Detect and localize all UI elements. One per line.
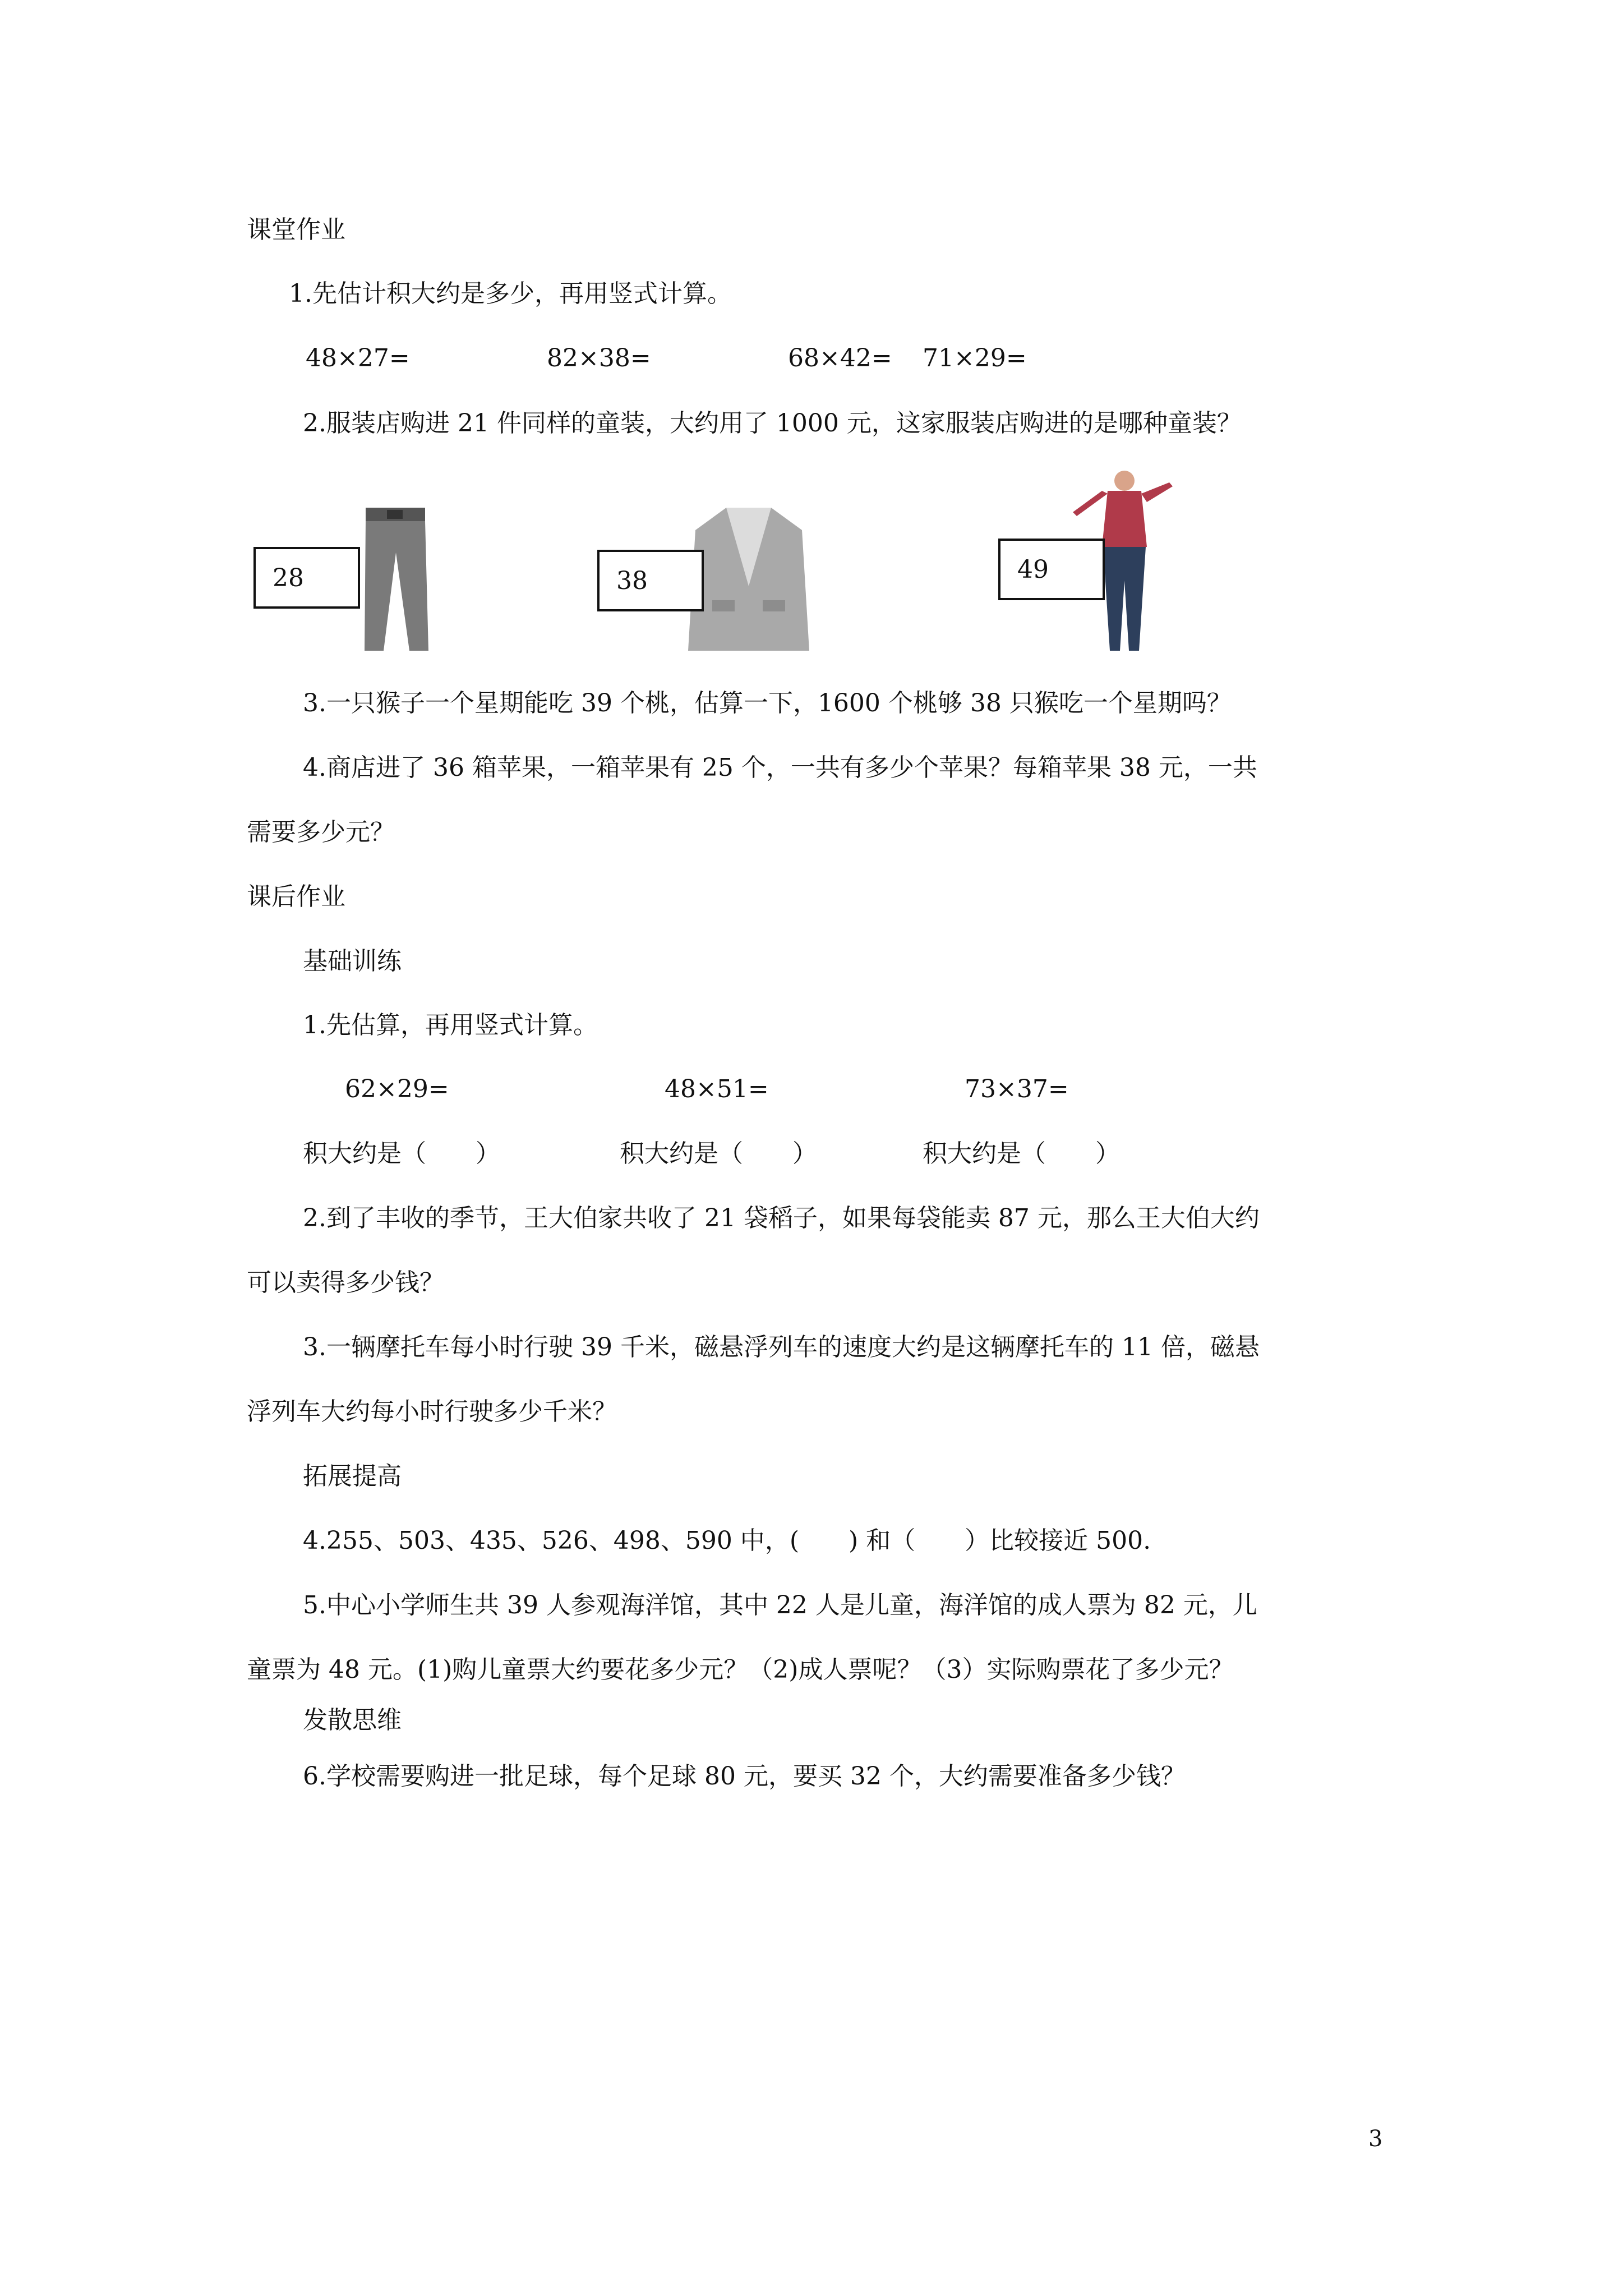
question-4-line-1: 4.商店进了 36 箱苹果，一箱苹果有 25 个，一共有多少个苹果？每箱苹果 38 元，一共 xyxy=(303,753,1257,782)
expression: 71×29= xyxy=(923,344,1027,372)
expression: 73×37= xyxy=(965,1075,1069,1103)
question-1: 1.先估算，再用竖式计算。 xyxy=(303,1011,598,1039)
expression: 68×42= xyxy=(788,344,892,372)
question-5-line-2: 童票为 48 元。(1)购儿童票大约要花多少元？（2)成人票呢？（3）实际购票花了多少元？ xyxy=(247,1655,1234,1684)
section-heading-in-class: 课堂作业 xyxy=(247,215,345,244)
expression: 48×27= xyxy=(306,344,410,372)
question-6: 6.学校需要购进一批足球，每个足球 80 元，要买 32 个，大约需要准备多少钱？ xyxy=(303,1762,1186,1791)
subheading-divergent: 发散思维 xyxy=(303,1706,402,1734)
estimate-blank: 积大约是（ ） xyxy=(303,1139,500,1168)
estimate-blank: 积大约是（ ） xyxy=(923,1139,1120,1168)
price-box-pants: 28 xyxy=(253,547,360,609)
expression: 82×38= xyxy=(547,344,651,372)
question-3: 3.一只猴子一个星期能吃 39 个桃，估算一下，1600 个桃够 38 只猴吃一个星期吗？ xyxy=(303,689,1232,717)
subheading-extend: 拓展提高 xyxy=(303,1462,402,1490)
section-heading-after-class: 课后作业 xyxy=(247,882,345,911)
jacket-image xyxy=(687,502,810,654)
question-2-line-2: 可以卖得多少钱？ xyxy=(247,1268,444,1297)
question-2-line-1: 2.到了丰收的季节，王大伯家共收了 21 袋稻子，如果每袋能卖 87 元，那么王大伯大约 xyxy=(303,1204,1260,1232)
question-4: 4.255、503、435、526、498、590 中，( ) 和（ ）比较接近 500. xyxy=(303,1526,1151,1555)
subheading-basic: 基础训练 xyxy=(303,947,402,976)
expression: 62×29= xyxy=(345,1075,449,1103)
question-3-line-2: 浮列车大约每小时行驶多少千米？ xyxy=(247,1397,617,1426)
page-number: 3 xyxy=(1368,2126,1383,2152)
estimate-blank: 积大约是（ ） xyxy=(620,1139,817,1168)
pants-image xyxy=(359,508,432,654)
question-2: 2.服装店购进 21 件同样的童装，大约用了 1000 元，这家服装店购进的是哪种童装？ xyxy=(303,409,1242,438)
expression: 48×51= xyxy=(665,1075,769,1103)
question-3-line-1: 3.一辆摩托车每小时行驶 39 千米，磁悬浮列车的速度大约是这辆摩托车的 11 倍，磁悬 xyxy=(303,1333,1260,1361)
question-1: 1.先估计积大约是多少，再用竖式计算。 xyxy=(289,279,732,308)
question-5-line-1: 5.中心小学师生共 39 人参观海洋馆，其中 22 人是儿童，海洋馆的成人票为 82 元，儿 xyxy=(303,1591,1257,1619)
price-box-jacket: 38 xyxy=(597,550,704,611)
question-4-line-2: 需要多少元？ xyxy=(247,818,395,846)
price-box-outfit: 49 xyxy=(998,539,1105,600)
